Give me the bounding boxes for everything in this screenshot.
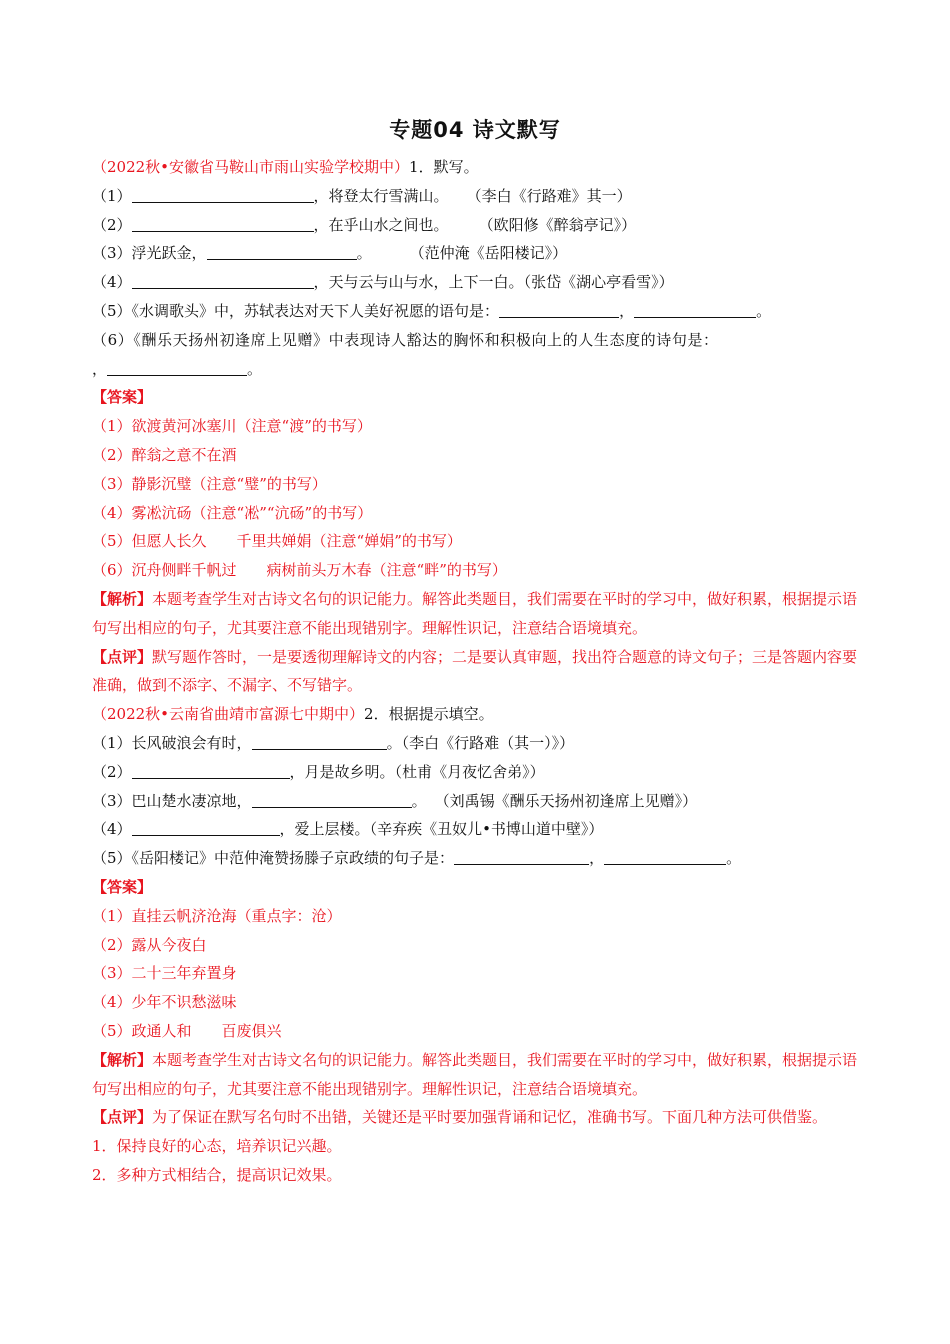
q2-answer-4: （4）少年不识愁滋味 [92, 993, 237, 1012]
q1-comment: 【点评】默写题作答时，一是要透彻理解诗文的内容；二是要认真审题，找出符合题意的诗文句子；三是答题内容要准确，做到不添字、不漏字、不写错字。 [92, 647, 858, 695]
fill-blank [132, 819, 280, 836]
q1-answer-4: （4）雾凇沆砀（注意“凇”“沆砀”的书写） [92, 503, 373, 522]
q1-header [92, 153, 862, 182]
q2-source: （2022秋•云南省曲靖市富源七中期中） [92, 705, 365, 724]
q1-item-5: （5）《水调歌头》中，苏轼表达对天下人美好祝愿的语句是： ， 。 [92, 301, 772, 320]
q2-comment: 【点评】为了保证在默写名句时不出错，关键还是平时要加强背诵和记忆，准确书写。下面几种方法可供借鉴。 [92, 1108, 828, 1127]
q1-answer-6: （6）沉舟侧畔千帆过 病树前头万木春（注意“畔”的书写） [92, 561, 507, 580]
fill-blank [634, 301, 756, 318]
q2-analysis: 【解析】本题考查学生对古诗文名句的识记能力。解答此类题目，我们需要在平时的学习中，做好积累，根据提示语句写出相应的句子，尤其要注意不能出现错别字。理解性识记，注意结合语境填充。 [92, 1050, 858, 1098]
fill-blank [604, 848, 726, 865]
q1-item-1: （1） ，将登太行雪满山。 （李白《行路难》其一） [92, 186, 632, 205]
q1-source: （2022秋•安徽省马鞍山市雨山实验学校期中） [92, 158, 410, 176]
q1-item-6-cont: ， 。 [92, 359, 263, 378]
q1-answer-label: 【答案】 [92, 388, 153, 407]
fill-blank [207, 243, 357, 260]
q1-answer-1: （1）欲渡黄河冰塞川（注意“渡”的书写） [92, 417, 372, 436]
fill-blank [252, 733, 387, 750]
q2-item-2: （2） ，月是故乡明。（杜甫《月夜忆舍弟》） [92, 762, 545, 781]
q1-item-2: （2） ，在乎山水之间也。 （欧阳修《醉翁亭记》） [92, 215, 637, 234]
q1-item-4: （4） ，天与云与山与水，上下一白。（张岱《湖心亭看雪》） [92, 273, 674, 292]
q2-answer-1: （1）直挂云帆济沧海（重点字：沧） [92, 906, 342, 925]
q2-tip-1: 1．保持良好的心态，培养识记兴趣。 [92, 1137, 342, 1156]
q1-analysis: 【解析】本题考查学生对古诗文名句的识记能力。解答此类题目，我们需要在平时的学习中，做好积累，根据提示语句写出相应的句子，尤其要注意不能出现错别字。理解性识记，注意结合语境填充。 [92, 589, 858, 637]
fill-blank [499, 301, 619, 318]
fill-blank [454, 848, 589, 865]
fill-blank [107, 359, 247, 376]
q1-answer-5: （5）但愿人长久 千里共婵娟（注意“婵娟”的书写） [92, 532, 462, 551]
q2-tip-2: 2．多种方式相结合，提高识记效果。 [92, 1165, 342, 1184]
q2-item-1: （1）长风破浪会有时， 。（李白《行路难（其一）》） [92, 733, 575, 752]
q2-prompt: 2．根据提示填空。 [364, 705, 494, 724]
q2-answer-2: （2）露从今夜白 [92, 935, 207, 954]
q1-prompt: 1．默写。 [409, 158, 479, 176]
q1-item-6: （6）《酬乐天扬州初逢席上见赠》中表现诗人豁达的胸怀和积极向上的人生态度的诗句是： [92, 330, 719, 349]
document-body [92, 153, 862, 1190]
q2-answer-5: （5）政通人和 百废俱兴 [92, 1021, 282, 1040]
fill-blank [132, 186, 314, 203]
q2-item-5: （5）《岳阳楼记》中范仲淹赞扬滕子京政绩的句子是： ， 。 [92, 849, 742, 868]
q2-answer-3: （3）二十三年弃置身 [92, 964, 237, 983]
fill-blank [132, 272, 314, 289]
q1-item-3: （3）浮光跃金， 。 （范仲淹《岳阳楼记》） [92, 244, 568, 263]
q1-answer-3: （3）静影沉璧（注意“璧”的书写） [92, 474, 327, 493]
q1-answer-2: （2）醉翁之意不在酒 [92, 445, 237, 464]
q2-item-4: （4） ，爱上层楼。（辛弃疾《丑奴儿•书博山道中壁》） [92, 820, 604, 839]
q2-item-3: （3）巴山楚水凄凉地， 。 （刘禹锡《酬乐天扬州初逢席上见赠》） [92, 791, 698, 810]
fill-blank [132, 215, 314, 232]
fill-blank [252, 791, 412, 808]
page-title: 专题04 诗文默写 [389, 118, 561, 142]
q2-answer-label: 【答案】 [92, 877, 153, 896]
fill-blank [132, 762, 290, 779]
q2-header [92, 700, 862, 729]
